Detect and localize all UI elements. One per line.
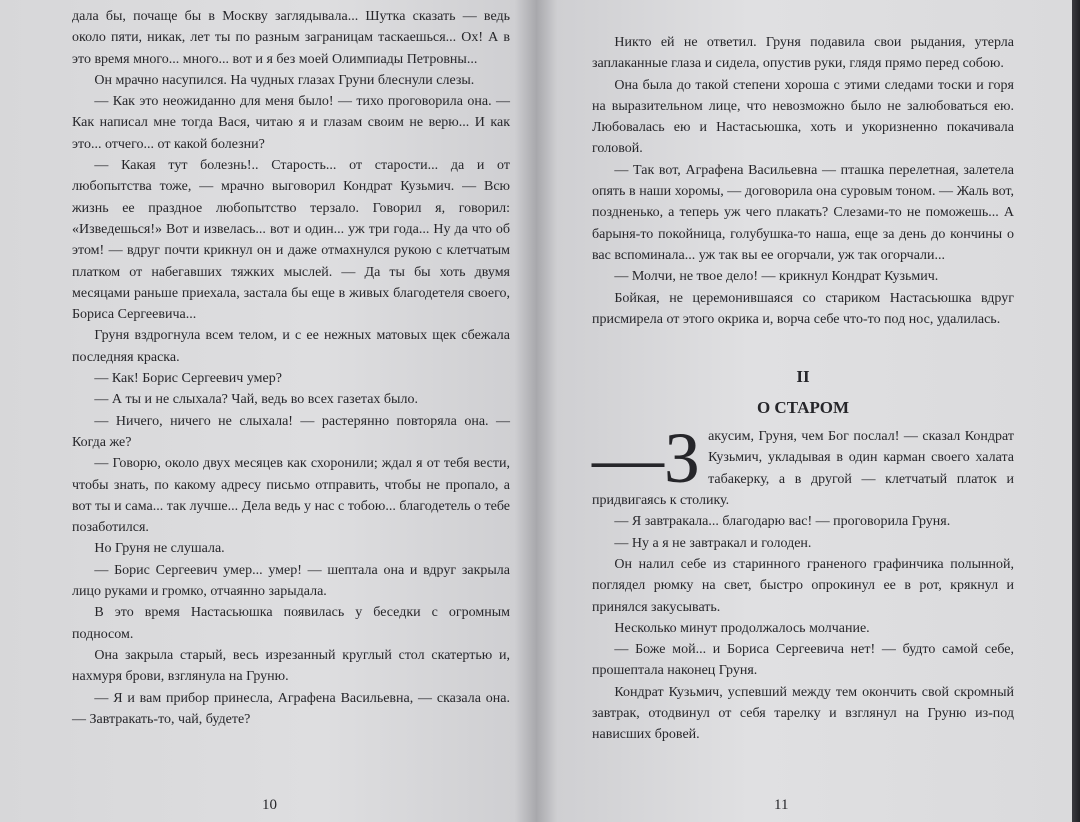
left-page bbox=[0, 0, 536, 822]
paragraph: дала бы, почаще бы в Москву заглядывала... Шутка сказать — ведь около пяти, никак, лет ты по разным заграницам таскаешься... Ох! А в это время много... много... вот и я без моей Олимпиады Петровны... bbox=[72, 9, 510, 67]
paragraph: Но Груня не слушала. bbox=[94, 541, 225, 557]
paragraph: — Борис Сергеевич умер... умер! — шептала она и вдруг закрыла лицо руками и громко, отчаянно зарыдала. bbox=[72, 562, 510, 600]
paragraph: — А ты и не слыхала? Чай, ведь во всех газетах было. bbox=[94, 392, 418, 408]
book-edge bbox=[1072, 0, 1080, 822]
paragraph: Он налил себе из старинного граненого графинчика полынной, поглядел рюмку на свет, быстро опрокинул ее в рот, крякнул и принялся закусывать. bbox=[592, 556, 1014, 615]
page-number-right: 11 bbox=[774, 797, 789, 813]
page-number-left: 10 bbox=[262, 797, 277, 813]
paragraph: — Говорю, около двух месяцев как схоронили; ждал я от тебя вести, чтобы знать, по какому адресу письмо отправить, чтобы не пропало, а вот ты и сама... так лучше... Дела ведь у нас с тобою... благодетель о тебе позаботился. bbox=[72, 456, 510, 536]
right-page-text bbox=[592, 32, 1014, 746]
paragraph: Никто ей не ответил. Груня подавила свои рыдания, утерла заплаканные глаза и сидела, опустив руки, глядя прямо перед собою. bbox=[592, 35, 1014, 72]
chapter-title: О СТАРОМ bbox=[756, 398, 850, 418]
paragraph: Он мрачно насупился. На чудных глазах Груни блеснули слезы. bbox=[94, 72, 475, 88]
paragraph: — Какая тут болезнь!.. Старость... от старости... да и от любопытства тоже, — мрачно выговорил Кондрат Кузьмич. — Всю жизнь ее праздное любопытство терзало. Говорил я, говорил: «Изведешься!» Вот и извелась... вот и один... уж три года... Ну да что об этом! — вдруг почти крикнул он и даже отмахнулся рукою с клетчатым платком от набегавших тяжких мыслей. — Да ты бы хоть двумя месяцами раньше приехала, застала бы еще в живых благодетеля своего, Бориса Сергеевича... bbox=[72, 158, 510, 323]
paragraph: Бойкая, не церемонившаяся со стариком Настасьюшка вдруг присмирела от этого окрика и, ворча себе что-то под нос, удалилась. bbox=[592, 290, 1014, 327]
paragraph: — Молчи, не твое дело! — крикнул Кондрат Кузьмич. bbox=[614, 269, 939, 285]
paragraph: — Боже мой... и Бориса Сергеевича нет! — будто самой себе, прошептала наконец Груня. bbox=[592, 642, 1014, 679]
paragraph: Несколько минут продолжалось молчание. bbox=[614, 620, 870, 636]
paragraph: Она была до такой степени хороша с этими следами тоски и горя на выразительном лице, что невозможно было не залюбоваться ею. Любовалась ею и Настасьюшка, хоть и укоризненно покачивала головой. bbox=[592, 77, 1014, 157]
first-paragraph-text: акусим, Груня, чем Бог послал! — сказал Кондрат Кузьмич, укладывая в один карман своего халата табакерку, а в другой — клетчатый платок и придвигаясь к столику. bbox=[592, 429, 1014, 509]
paragraph: — Ничего, ничего не слыхала! — растерянно повторяла она. — Когда же? bbox=[72, 413, 510, 450]
paragraph: В это время Настасьюшка появилась у беседки с огромным подносом. bbox=[72, 605, 510, 642]
chapter-first-paragraph bbox=[592, 418, 1014, 511]
drop-cap: —З bbox=[592, 418, 701, 499]
paragraph: — Как! Борис Сергеевич умер? bbox=[94, 371, 282, 387]
right-page bbox=[536, 0, 1072, 822]
paragraph: — Я завтракала... благодарю вас! — проговорила Груня. bbox=[614, 514, 951, 530]
paragraph: — Я и вам прибор принесла, Аграфена Васильевна, — сказала она. — Завтракать-то, чай, будете? bbox=[72, 690, 510, 727]
paragraph: Кондрат Кузьмич, успевший между тем окончить свой скромный завтрак, отодвинул от себя тарелку и взглянул на Груню из-под нависших бровей. bbox=[592, 684, 1014, 743]
paragraph: — Как это неожиданно для меня было! — тихо проговорила она. — Как написал мне тогда Вася, читаю я и глазам своим не верю... И как это... отчего... от какой болезни? bbox=[72, 94, 510, 152]
paragraph: — Ну а я не завтракал и голоден. bbox=[614, 535, 812, 551]
paragraph: — Так вот, Аграфена Васильевна — пташка перелетная, залетела опять в наши хоромы, — договорила она суровым тоном. — Жаль вот, поздненько, а теперь уж чего плакать? Слезами-то не поможешь... А барыня-то покойница, голубушка-то наша, еще за день до кончины о вас вспоминала... уж так вы ее огорчали, уж так огорчали... bbox=[592, 162, 1014, 263]
chapter-number: II bbox=[796, 367, 810, 387]
paragraph: Она закрыла старый, весь изрезанный круглый стол скатертью и, нахмуря брови, взглянула на Груню. bbox=[72, 647, 510, 685]
left-page-text bbox=[72, 6, 510, 730]
paragraph: Груня вздрогнула всем телом, и с ее нежных матовых щек сбежала последняя краска. bbox=[72, 328, 510, 365]
